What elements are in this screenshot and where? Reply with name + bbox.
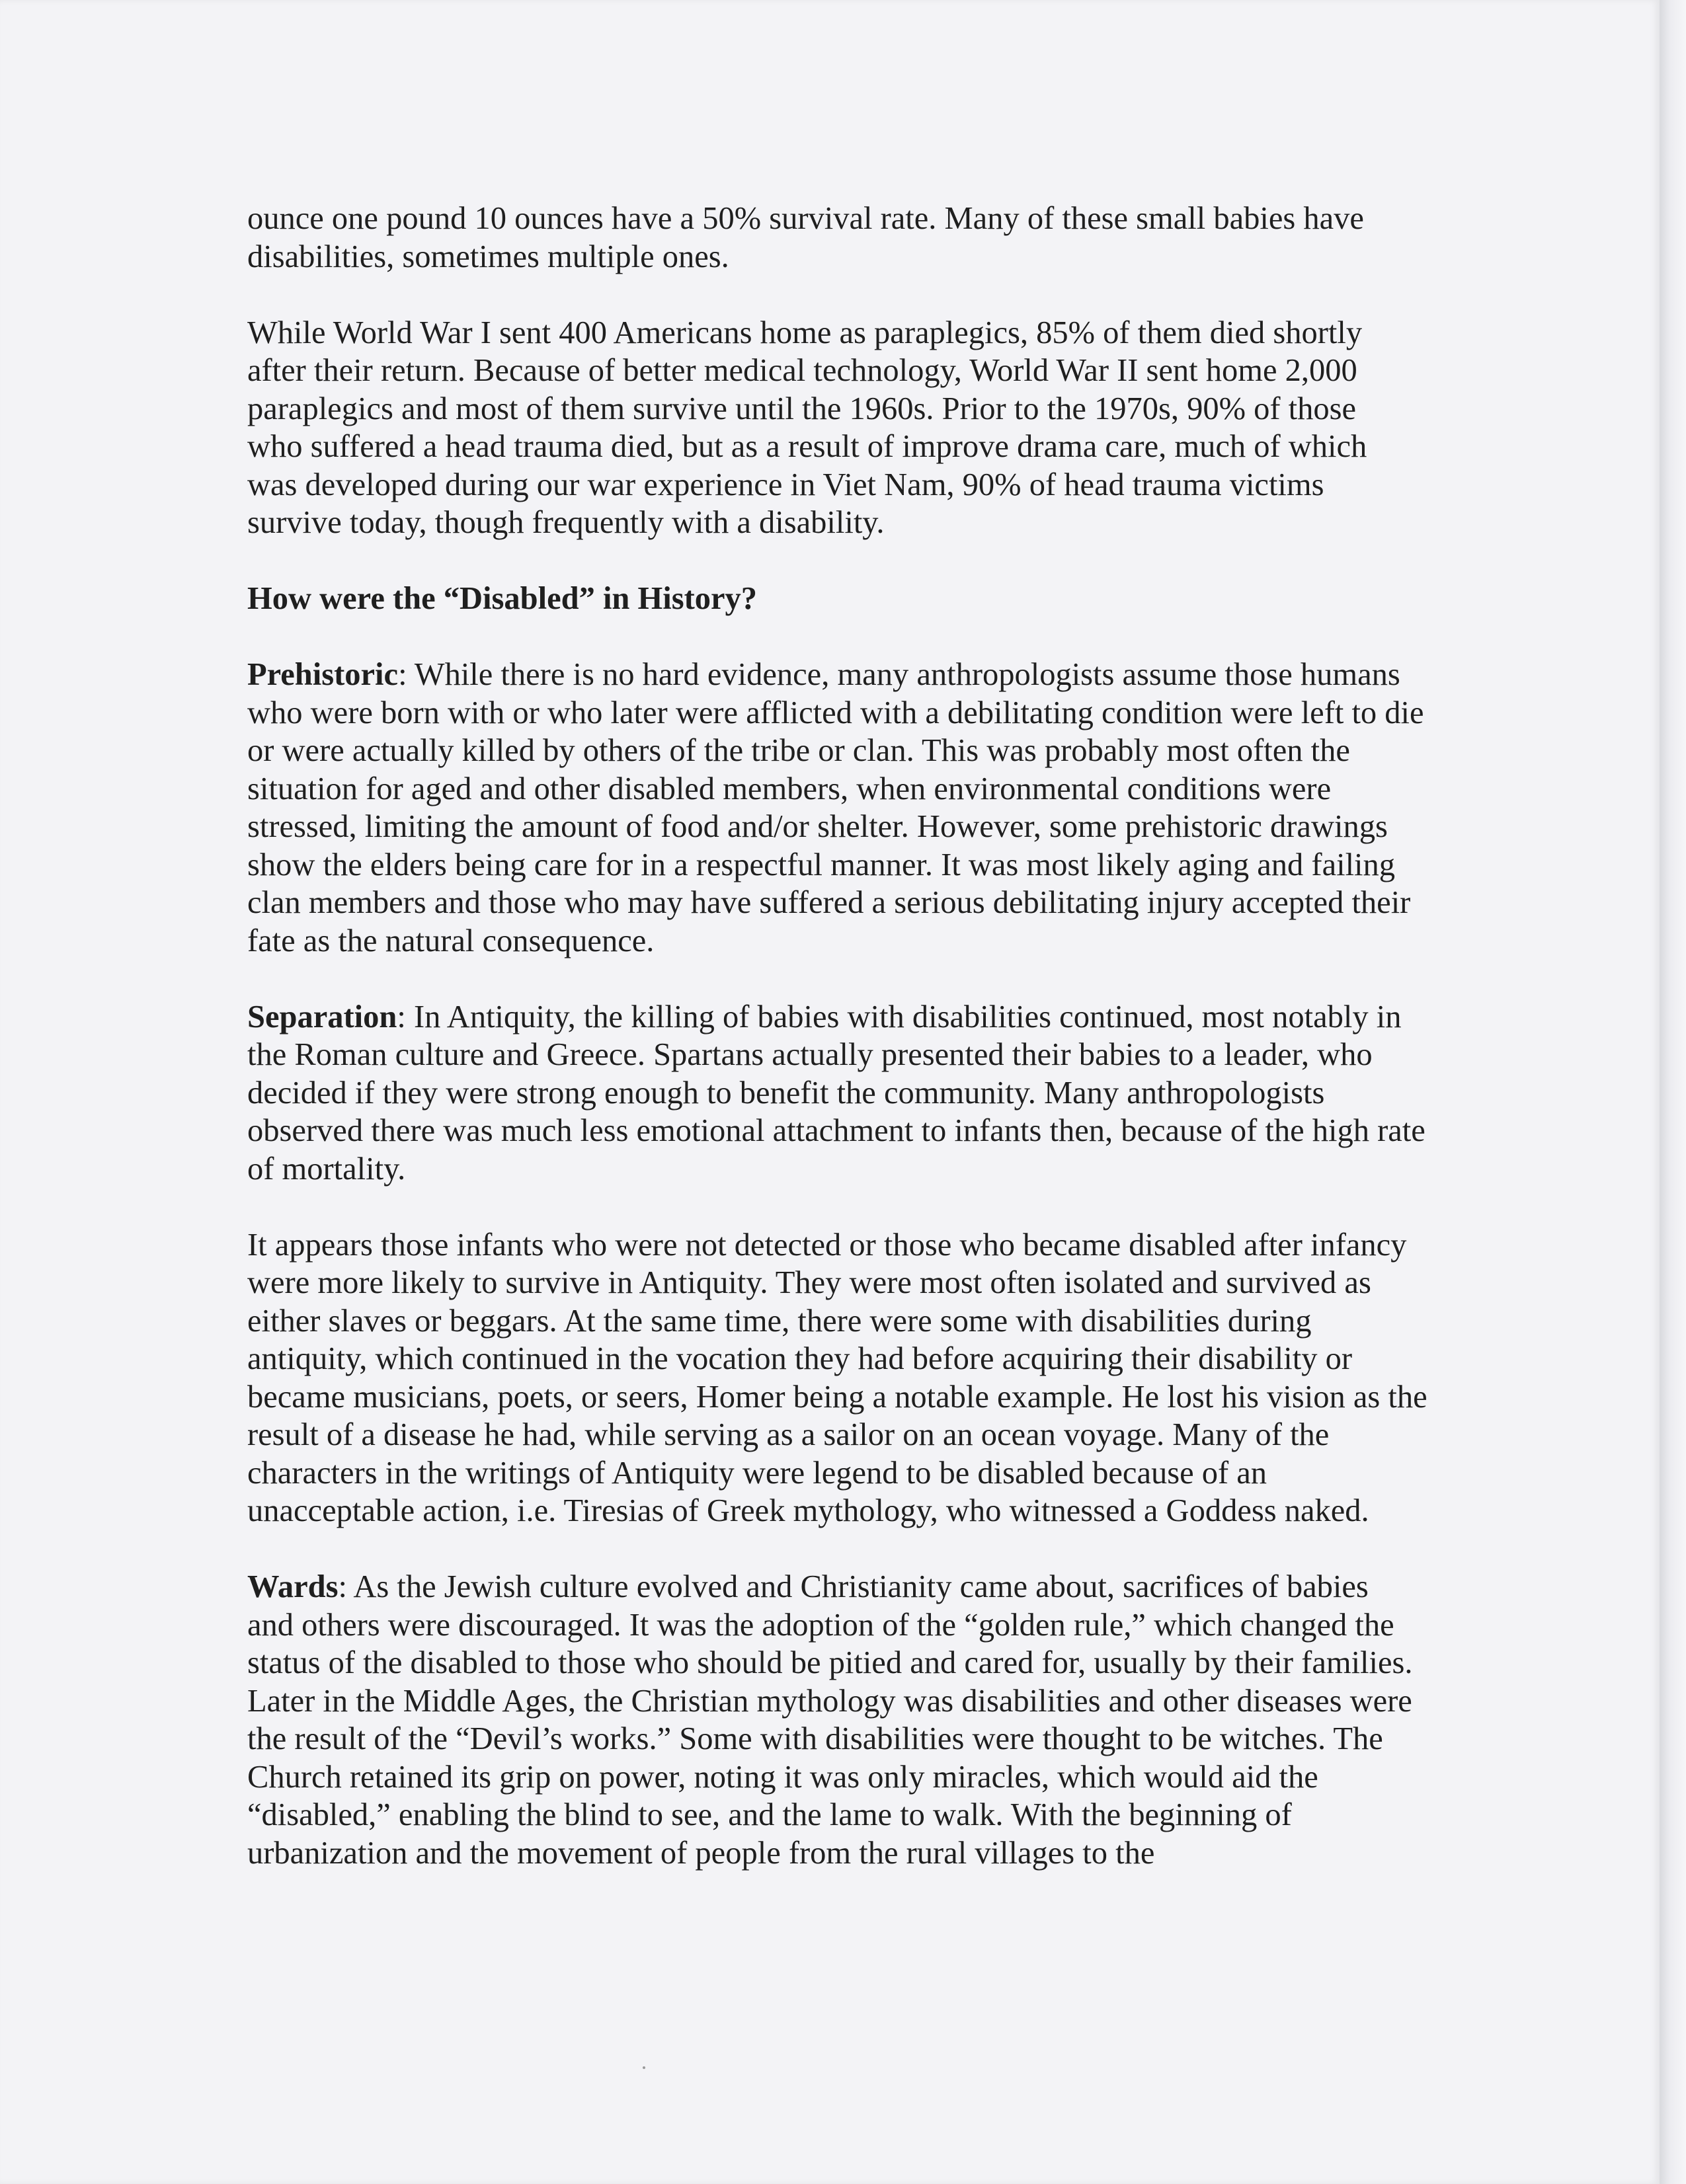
paragraph-lead-prehistoric: Prehistoric (247, 657, 399, 692)
paragraph-text: : While there is no hard evidence, many anthropologists assume those humans who were born with or who later were afflicted with a debilitating condition were left to die or were actually killed by others of the tribe or clan. This was probably most often the situation for aged and other disabled members, when environmental conditions were stressed, limiting the amount of food and/or shelter. However, some prehistoric drawings show the elders being care for in a respectful manner. It was most likely aging and failing clan members and those who may have suffered a serious debilitating injury accepted their fate as the natural consequence. (247, 657, 1424, 958)
paragraph-war-paraplegics (247, 314, 1391, 542)
paragraph-text: : As the Jewish culture evolved and Christianity came about, sacrifices of babies and others were discouraged. It was the adoption of the “golden rule,” which changed the status of the disabled to those who should be pitied and cared for, usually by their families. Later in the Middle Ages, the Christian mythology was disabilities and other diseases were the result of the “Devil’s works.” Some with disabilities were thought to be witches. The Church retained its grip on power, noting it was only miracles, which would aid the “disabled,” enabling the blind to see, and the lame to walk. With the beginning of urbanization and the movement of people from the rural villages to the (247, 1569, 1413, 1871)
paragraph-text: : In Antiquity, the killing of babies with disabilities continued, most notably in the Roman culture and Greece. Spartans actually presented their babies to a leader, who decided if they were strong enough to benefit the community. Many anthropologists observed there was much less emotional attachment to infants then, because of the high rate of mortality. (247, 999, 1425, 1187)
scan-speck (643, 2066, 645, 2069)
paragraph-prehistoric (247, 656, 1431, 960)
paragraph-lead-separation: Separation (247, 999, 397, 1034)
paragraph-text: While World War I sent 400 Americans home as paraplegics, 85% of them died shortly after their return. Because of better medical technology, World War II sent home 2,000 paraplegics and most of them survive until the 1960s. Prior to the 1970s, 90% of those who suffered a head trauma died, but as a result of improve drama care, much of which was developed during our war experience in Viet Nam, 90% of head trauma victims survive today, though frequently with a disability. (247, 315, 1367, 540)
page-edge-shadow (1660, 0, 1686, 2184)
paragraph-antiquity (247, 1226, 1431, 1530)
document-body (247, 200, 1451, 1910)
section-heading (247, 580, 1451, 618)
heading-text: How were the “Disabled” in History? (247, 581, 758, 616)
paragraph-lead-wards: Wards (247, 1569, 339, 1604)
paragraph-wards (247, 1568, 1418, 1872)
paragraph-separation (247, 998, 1437, 1189)
paragraph-text: ounce one pound 10 ounces have a 50% survival rate. Many of these small babies have disabilities, sometimes multiple ones. (247, 201, 1364, 274)
paragraph-infant-survival (247, 200, 1385, 276)
paragraph-text: It appears those infants who were not detected or those who became disabled after infancy were more likely to survive in Antiquity. They were most often isolated and survived as either slaves or beggars. At the same time, there were some with disabilities during antiquity, which continued in the vocation they had before acquiring their disability or became musicians, poets, or seers, Homer being a notable example. He lost his vision as the result of a disease he had, while serving as a sailor on an ocean voyage. Many of the characters in the writings of Antiquity were legend to be disabled because of an unacceptable action, i.e. Tiresias of Greek mythology, who witnessed a Goddess naked. (247, 1227, 1427, 1528)
